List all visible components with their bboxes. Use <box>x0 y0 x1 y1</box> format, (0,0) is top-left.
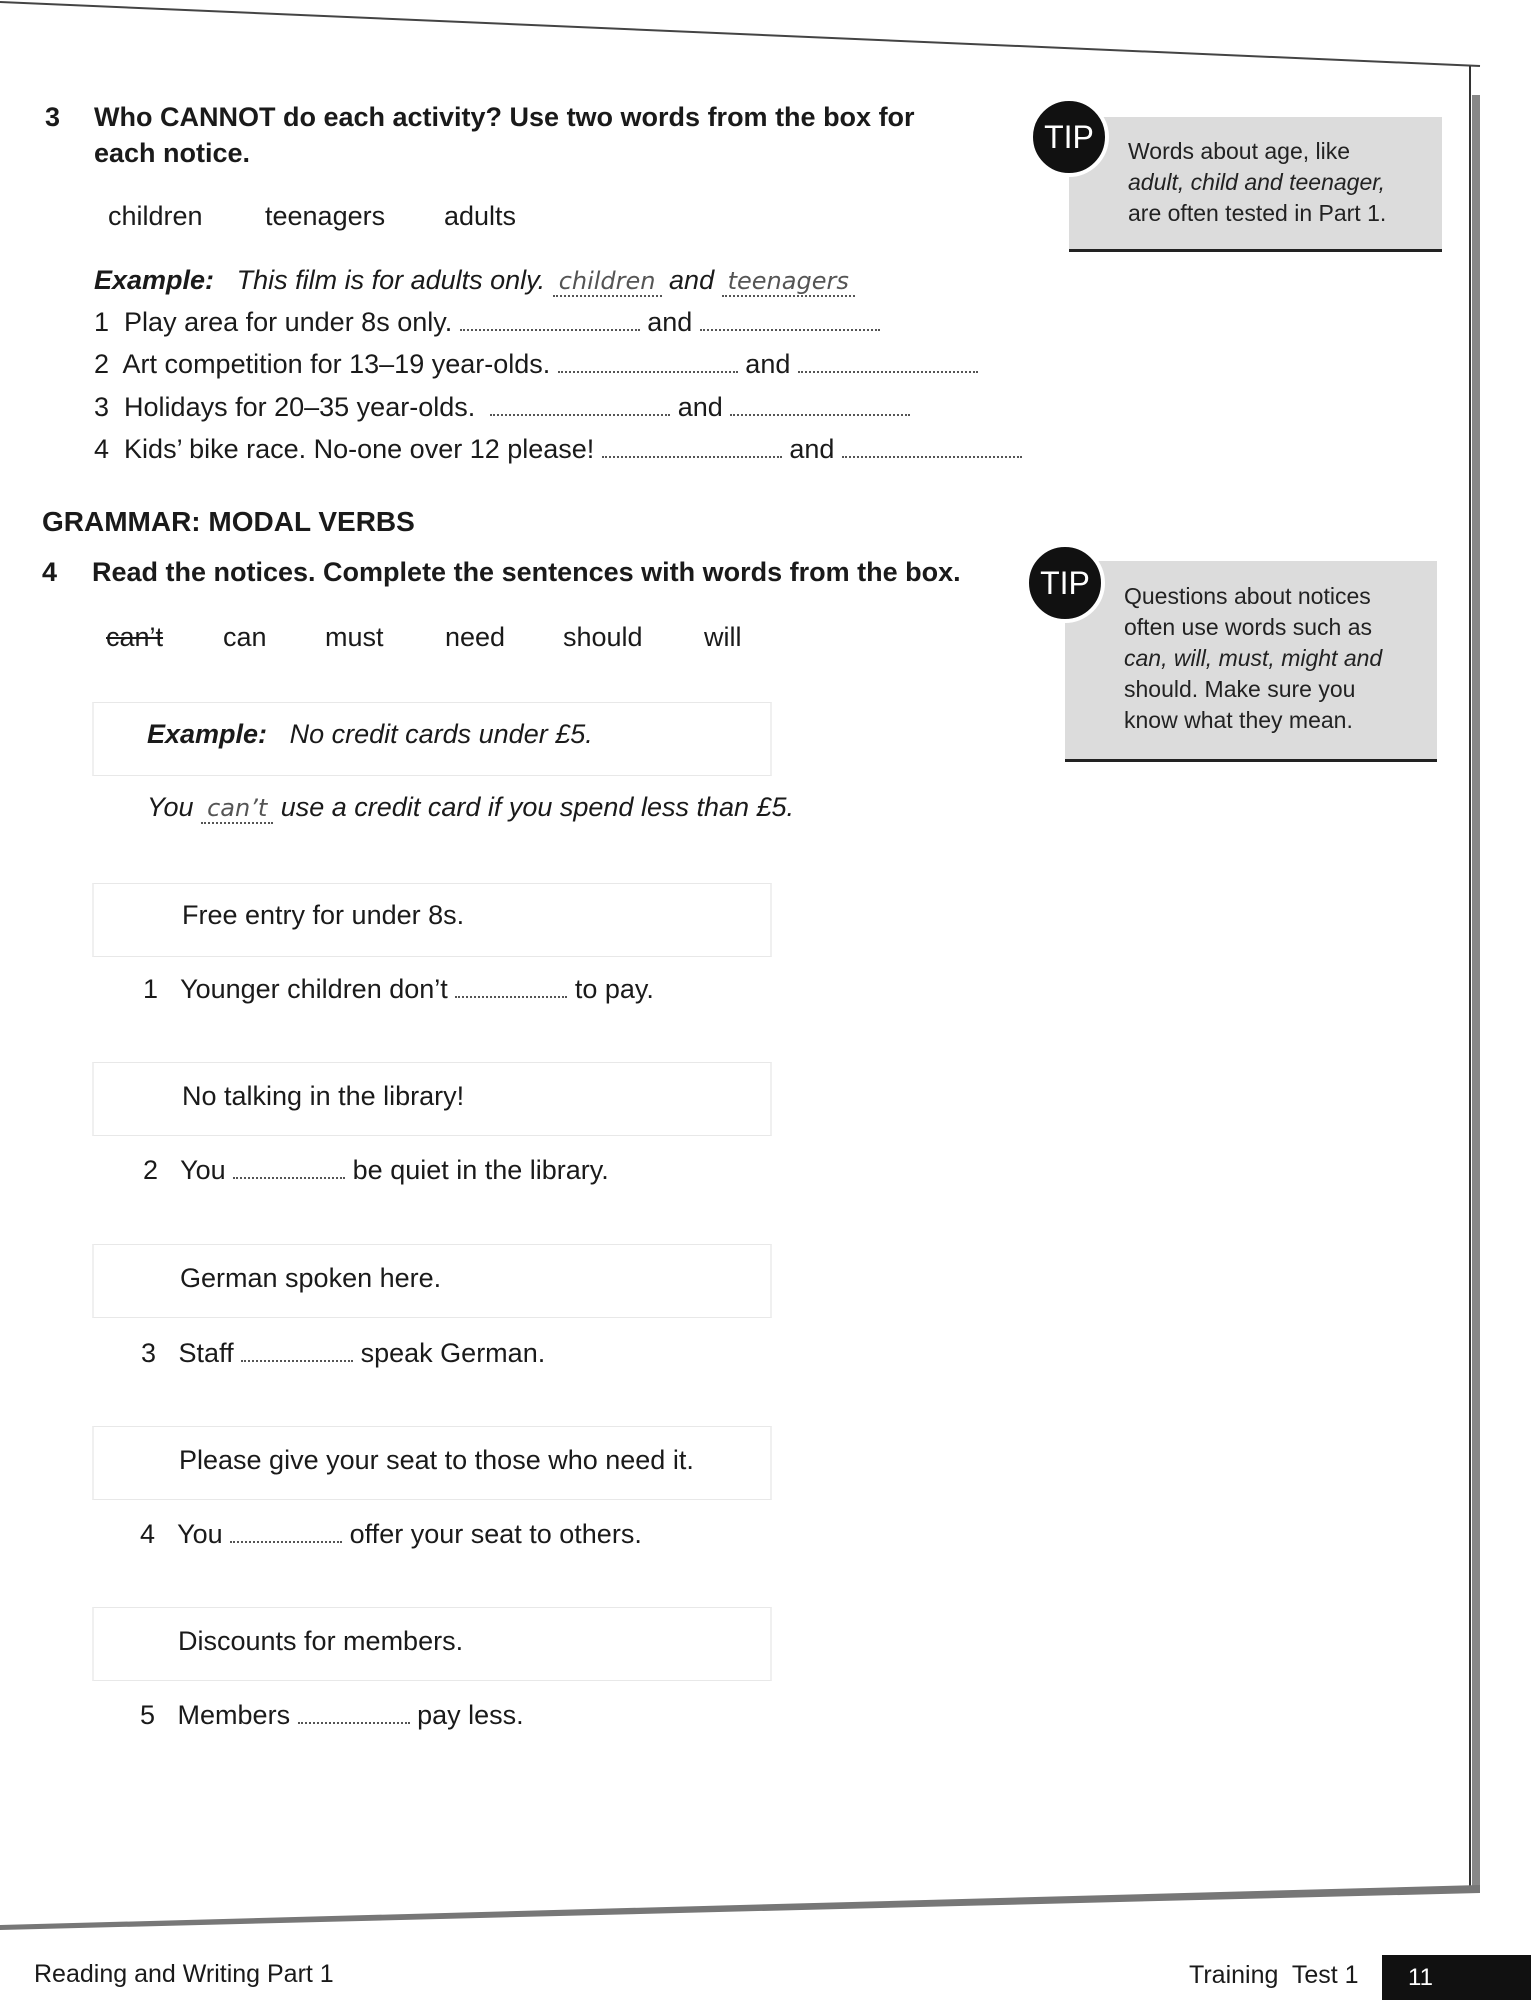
exercise-4-number: 4 <box>42 557 58 587</box>
sentence-end: to pay. <box>574 974 654 1004</box>
example-answer: can’t <box>201 794 273 824</box>
item-number: 2 <box>94 349 110 379</box>
exercise-3-instruction-cont: each notice. <box>94 138 251 168</box>
exercise-4-instruction: Read the notices. Complete the sentences with words from the box. <box>92 557 961 587</box>
tip-line: are often tested in Part 1. <box>1128 200 1387 226</box>
tip-text <box>1124 581 1382 736</box>
sentence-start: Staff <box>178 1338 234 1368</box>
tip-line: should. Make sure you <box>1124 676 1356 702</box>
word-box-word: should <box>563 622 643 652</box>
word-box-word: need <box>445 622 506 652</box>
sentence-start: You <box>177 1519 223 1549</box>
example-sentence <box>147 792 794 824</box>
tip-line: often use words such as <box>1124 614 1373 640</box>
item-and: and <box>789 434 835 464</box>
sentence-end: be quiet in the library. <box>352 1155 609 1185</box>
tip-line: Words about age, like <box>1128 138 1351 164</box>
notice-text: Please give your seat to those who need it. <box>179 1445 694 1475</box>
footer-test-label: Training Test 1 <box>1189 1961 1359 1989</box>
answer-blank[interactable] <box>455 976 567 998</box>
example-text: This film is for adults only. <box>236 265 546 295</box>
sentence-start: You <box>180 1155 226 1185</box>
item-text: Kids’ bike race. No-one over 12 please! <box>124 434 595 464</box>
tip-line: can, will, must, might and <box>1124 645 1383 671</box>
answer-blank[interactable] <box>798 351 978 373</box>
notice-text: German spoken here. <box>180 1263 442 1293</box>
sentence-end: use a credit card if you spend less than £5. <box>280 792 795 822</box>
item-number: 4 <box>140 1519 156 1549</box>
answer-blank[interactable] <box>558 351 738 373</box>
notice-text: Discounts for members. <box>178 1626 464 1656</box>
answer-blank[interactable] <box>460 309 640 331</box>
item-text: Holidays for 20–35 year-olds. <box>124 392 476 422</box>
exercise-3-item <box>94 349 978 380</box>
answer-blank[interactable] <box>730 394 910 416</box>
item-number: 2 <box>143 1155 159 1185</box>
answer-blank[interactable] <box>842 436 1022 458</box>
example-label: Example: <box>147 719 268 749</box>
sentence-end: pay less. <box>417 1700 524 1730</box>
exercise-4-item <box>140 1519 642 1550</box>
item-text: Art competition for 13–19 year-olds. <box>122 349 551 379</box>
sentence-start: Younger children don’t <box>180 974 448 1004</box>
example-and: and <box>669 265 715 295</box>
exercise-3-item <box>94 392 910 423</box>
answer-blank[interactable] <box>700 309 880 331</box>
sentence-end: offer your seat to others. <box>349 1519 642 1549</box>
word-box-word: can <box>223 622 267 652</box>
item-and: and <box>745 349 791 379</box>
answer-blank[interactable] <box>298 1702 410 1724</box>
notice-text: Free entry for under 8s. <box>182 900 465 930</box>
item-and: and <box>677 392 723 422</box>
answer-blank[interactable] <box>241 1340 353 1362</box>
example-answer: teenagers <box>722 267 855 297</box>
page-number: 11 <box>1382 1955 1531 2000</box>
exercise-3-item <box>94 434 1022 465</box>
word-box-word: adults <box>444 201 517 231</box>
exercise-4-item <box>140 1700 524 1731</box>
example-label: Example: <box>94 265 215 295</box>
example-notice <box>147 719 593 750</box>
exercise-4-item <box>141 1338 545 1369</box>
item-and: and <box>647 307 693 337</box>
word-box-word-used: can’t <box>106 622 164 652</box>
answer-blank[interactable] <box>230 1521 342 1543</box>
tip-badge: TIP <box>1029 97 1109 177</box>
item-number: 4 <box>94 434 110 464</box>
word-box-word: will <box>704 622 742 652</box>
item-number: 5 <box>140 1700 156 1730</box>
tip-badge: TIP <box>1025 543 1105 623</box>
footer-section-label: Reading and Writing Part 1 <box>34 1960 334 1988</box>
sentence-start: Members <box>177 1700 291 1730</box>
item-number: 1 <box>143 974 159 1004</box>
answer-blank[interactable] <box>602 436 782 458</box>
exercise-4-item <box>143 1155 609 1186</box>
exercise-3-item <box>94 307 880 338</box>
item-number: 3 <box>94 392 110 422</box>
sentence-end: speak German. <box>360 1338 546 1368</box>
word-box-word: teenagers <box>265 201 386 231</box>
tip-line: Questions about notices <box>1124 583 1371 609</box>
item-text: Play area for under 8s only. <box>124 307 453 337</box>
section-heading: GRAMMAR: MODAL VERBS <box>42 506 415 537</box>
answer-blank[interactable] <box>490 394 670 416</box>
exercise-3-number: 3 <box>45 102 61 132</box>
item-number: 3 <box>141 1338 157 1368</box>
exercise-3-example <box>94 265 855 297</box>
tip-line: adult, child and teenager, <box>1128 169 1386 195</box>
sentence-start: You <box>147 792 194 822</box>
answer-blank[interactable] <box>233 1157 345 1179</box>
exercise-3-instruction: Who CANNOT do each activity? Use two words from the box for <box>94 102 915 132</box>
item-number: 1 <box>94 307 110 337</box>
word-box-word: must <box>325 622 384 652</box>
example-answer: children <box>553 267 662 297</box>
tip-text <box>1128 136 1386 229</box>
word-box-word: children <box>108 201 203 231</box>
notice-text: No talking in the library! <box>182 1081 465 1111</box>
tip-line: know what they mean. <box>1124 707 1353 733</box>
example-notice-text: No credit cards under £5. <box>289 719 593 749</box>
exercise-4-item <box>143 974 654 1005</box>
